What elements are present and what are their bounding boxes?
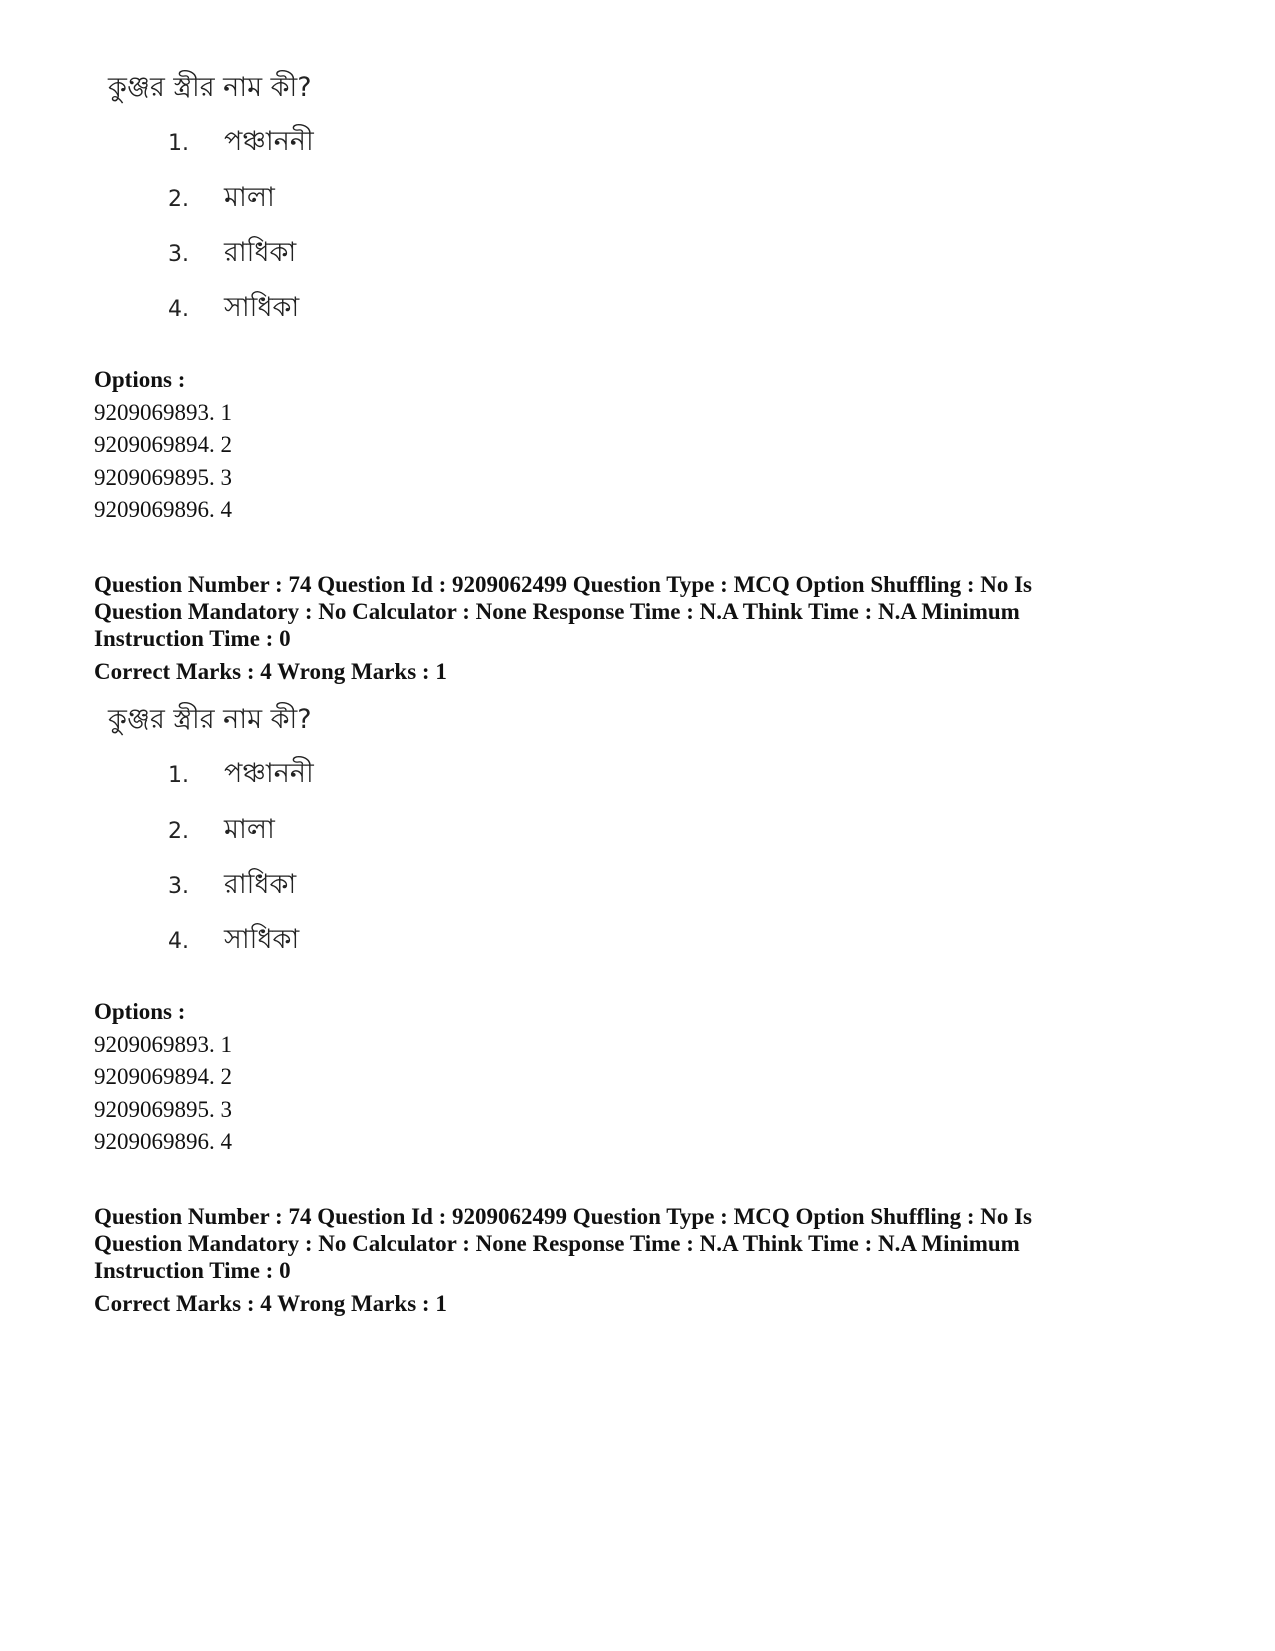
option-id-2: 9209069894. 2 [94,1064,232,1089]
question-option-2 [168,178,275,218]
meta-line-3: Instruction Time : 0 [94,626,291,651]
option-id-1: 9209069893. 1 [94,399,232,425]
option-id-2: 9209069894. 2 [94,432,232,457]
option-text: সাধিকা [224,924,300,955]
option-text: মালা [224,814,275,845]
option-id-3: 9209069895. 3 [94,464,232,490]
question-meta-2 [94,1203,1214,1317]
meta-line-3: Instruction Time : 0 [94,1258,291,1283]
options-list-2 [94,996,232,1159]
question-image-1 [100,68,500,348]
meta-line-2: Question Mandatory : No Calculator : None Response Time : N.A Think Time : N.A Minimum [94,599,1020,624]
option-number: 3. [168,874,189,899]
question-option-3 [168,865,296,905]
question-option-3 [168,233,296,273]
option-text: রাধিকা [224,869,297,900]
options-list-1 [94,364,232,527]
option-id-4: 9209069896. 4 [94,1129,232,1154]
marks-line: Correct Marks : 4 Wrong Marks : 1 [94,659,447,684]
option-id-4: 9209069896. 4 [94,497,232,522]
options-label: Options : [94,999,186,1024]
option-number: 1. [168,131,189,156]
question-image-2 [100,700,500,980]
option-text: মালা [224,182,275,213]
option-number: 1. [168,763,189,788]
option-id-3: 9209069895. 3 [94,1096,232,1122]
question-option-1 [168,754,314,794]
option-number: 3. [168,242,189,267]
option-text: পঞ্চাননী [224,126,314,157]
option-number: 2. [168,819,189,844]
question-option-1 [168,122,314,162]
meta-line-2: Question Mandatory : No Calculator : None Response Time : N.A Think Time : N.A Minimum [94,1231,1020,1256]
meta-line-1: Question Number : 74 Question Id : 9209062499 Question Type : MCQ Option Shuffling : No Is [94,572,1033,597]
option-number: 4. [168,929,189,954]
question-stem: কুঞ্জর স্ত্রীর নাম কী? [108,72,312,103]
option-number: 2. [168,187,189,212]
marks-line: Correct Marks : 4 Wrong Marks : 1 [94,1291,447,1316]
question-option-4 [168,920,299,960]
meta-line-1: Question Number : 74 Question Id : 9209062499 Question Type : MCQ Option Shuffling : No Is [94,1204,1033,1229]
options-label: Options : [94,367,186,392]
option-text: পঞ্চাননী [224,758,314,789]
option-text: রাধিকা [224,237,297,268]
option-number: 4. [168,297,189,322]
option-id-1: 9209069893. 1 [94,1031,232,1057]
question-meta-1 [94,571,1214,685]
question-option-2 [168,810,275,850]
question-option-4 [168,288,299,328]
question-stem: কুঞ্জর স্ত্রীর নাম কী? [108,704,312,735]
option-text: সাধিকা [224,292,300,323]
